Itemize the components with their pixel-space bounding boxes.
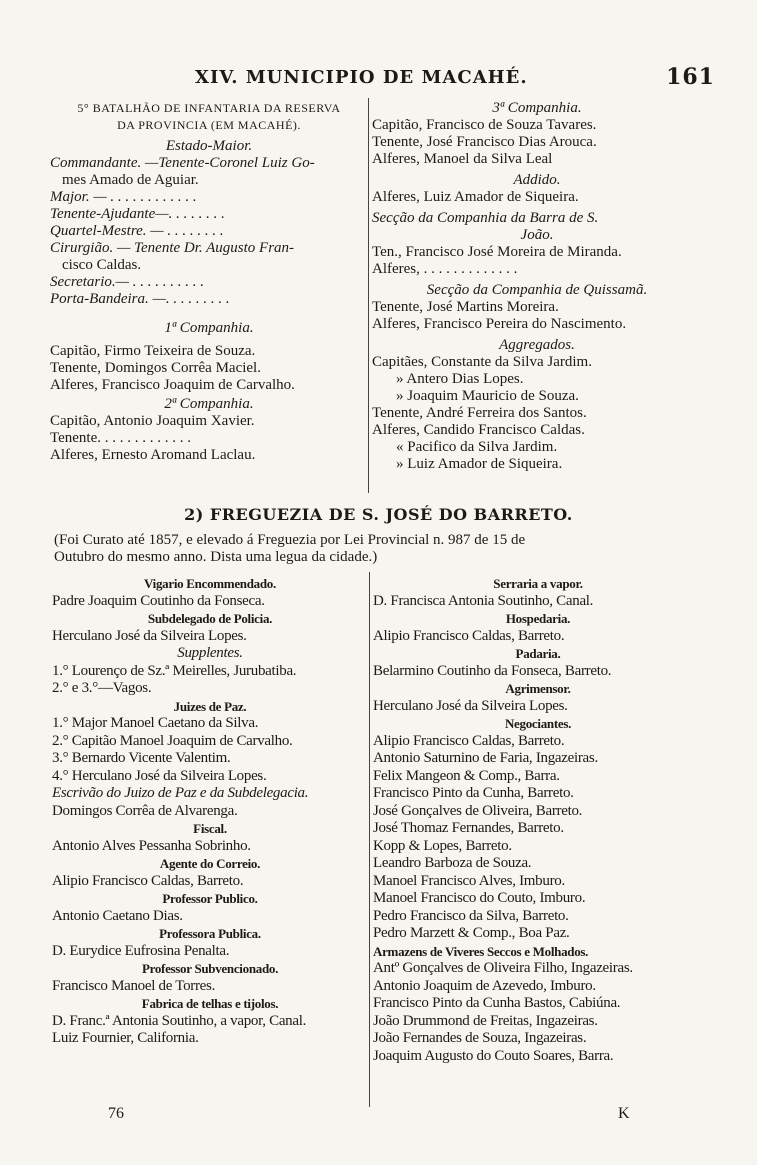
aggregados-line: » Antero Dias Lopes. (396, 371, 524, 387)
company-1-line: Capitão, Firmo Teixeira de Souza. (50, 343, 256, 359)
entry-line: Domingos Corrêa de Alvarenga. (52, 802, 238, 819)
entry-heading: Negociantes. (504, 716, 572, 731)
battalion-column (50, 100, 368, 464)
entry-heading: Fiscal. (193, 821, 227, 836)
entry-heading: Armazens de Viveres Seccos e Molhados. (373, 943, 589, 959)
entry-line: D. Francisca Antonia Soutinho, Canal. (373, 592, 594, 609)
entry-heading: Padaria. (515, 646, 561, 661)
entry-line: Padre Joaquim Coutinho da Fonseca. (52, 592, 265, 609)
entry-heading: Agrimensor. (505, 681, 571, 696)
company-2-heading: 2ª Companhia. (164, 396, 254, 412)
entry-line: José Gonçalves de Oliveira, Barreto. (373, 802, 583, 819)
entry-line: Pedro Francisco da Silva, Barreto. (373, 907, 569, 924)
entry-line: Belarmino Coutinho da Fonseca, Barreto. (373, 662, 612, 679)
quissama-section-heading: Secção da Companhia de Quissamã. (426, 282, 648, 298)
entry-heading: Fabrica de telhas e tijolos. (141, 996, 279, 1011)
barra-line: Ten., Francisco José Moreira de Miranda. (372, 244, 622, 260)
staff-line: Quartel-Mestre. — . . . . . . . . (50, 223, 224, 239)
companies-column (372, 100, 702, 473)
aggregados-line: Tenente, André Ferreira dos Santos. (372, 405, 587, 421)
addido-heading: Addido. (513, 172, 561, 188)
entry-subheading: Supplentes. (177, 645, 243, 661)
entry-line: Herculano José da Silveira Lopes. (373, 697, 568, 714)
company-2-line: Capitão, Antonio Joaquim Xavier. (50, 413, 255, 429)
battalion-title: 5° BATALHÃO DE INFANTARIA DA RESERVA (77, 101, 341, 115)
company-1-line: Tenente, Domingos Corrêa Maciel. (50, 360, 261, 376)
intro-line: (Foi Curato até 1857, e elevado á Freguezia por Lei Provincial n. 987 de 15 de (54, 532, 526, 548)
entry-line: 1.° Major Manoel Caetano da Silva. (52, 715, 259, 731)
aggregados-line: Capitães, Constante da Silva Jardim. (372, 354, 592, 370)
entry-line: Leandro Barboza de Souza. (373, 855, 532, 871)
estado-maior-heading: Estado-Maior. (165, 138, 253, 154)
signature-number: 76 (108, 1105, 124, 1122)
entry-line: 2.° e 3.°—Vagos. (52, 680, 152, 696)
entry-heading: Hospedaria. (505, 611, 571, 626)
staff-line: Tenente-Ajudante—. . . . . . . . (50, 206, 225, 222)
company-3-line: Alferes, Manoel da Silva Leal (372, 151, 553, 167)
entry-line: 2.° Capitão Manoel Joaquim de Carvalho. (52, 732, 293, 749)
addido-line: Alferes, Luiz Amador de Siqueira. (372, 189, 579, 205)
aggregados-line: Alferes, Candido Francisco Caldas. (372, 422, 585, 438)
entry-line: Antº Gonçalves de Oliveira Filho, Ingazeiras. (373, 960, 633, 976)
entry-heading: Professor Publico. (162, 891, 258, 906)
section-title: 2) FREGUEZIA DE S. JOSÉ DO BARRETO. (184, 505, 573, 524)
column-divider-bottom (369, 572, 370, 1107)
entry-heading: Agente do Correio. (159, 856, 261, 871)
entry-heading: Professora Publica. (159, 926, 261, 941)
entry-line: José Thomaz Fernandes, Barreto. (373, 820, 564, 836)
staff-line: Secretario.— . . . . . . . . . . (50, 274, 205, 290)
header-title: XIV. MUNICIPIO DE MACAHÉ. (195, 66, 528, 88)
entry-heading: Juizes de Paz. (173, 698, 247, 714)
entry-line: Manoel Francisco do Couto, Imburo. (373, 890, 586, 906)
company-2-line: Tenente. . . . . . . . . . . . . (50, 430, 192, 446)
entry-line: Alipio Francisco Caldas, Barreto. (373, 732, 565, 749)
column-divider-top (368, 98, 369, 493)
staff-line: Cirurgião. — Tenente Dr. Augusto Fran- (50, 240, 295, 256)
aggregados-line: » Luiz Amador de Siqueira. (396, 456, 563, 472)
entry-line: Alipio Francisco Caldas, Barreto. (52, 872, 244, 889)
entry-line: Luiz Fournier, California. (52, 1030, 199, 1046)
company-1-line: Alferes, Francisco Joaquim de Carvalho. (50, 377, 295, 393)
aggregados-heading: Aggregados. (499, 337, 575, 353)
barra-line: Alferes, . . . . . . . . . . . . . (372, 261, 518, 277)
staff-line: Commandante. —Tenente-Coronel Luiz Go- (50, 155, 315, 171)
signature-letter: K (618, 1105, 630, 1122)
entry-line: 1.° Lourenço de Sz.ª Meirelles, Jurubatiba. (52, 662, 297, 679)
company-3-heading: 3ª Companhia. (492, 100, 582, 116)
entry-line: Francisco Pinto da Cunha Bastos, Cabiúna. (373, 995, 621, 1011)
section-intro (54, 532, 694, 566)
entry-heading: Vigario Encommendado. (144, 576, 276, 591)
entry-line: João Fernandes de Souza, Ingazeiras. (373, 1030, 587, 1046)
entry-line: Francisco Pinto da Cunha, Barreto. (373, 785, 574, 801)
company-2-line: Alferes, Ernesto Aromand Laclau. (50, 447, 256, 463)
aggregados-line: » Joaquim Mauricio de Souza. (396, 388, 579, 404)
entry-subheading: Escrivão do Juizo de Paz e da Subdelegacia. (52, 785, 309, 801)
entry-line: 3.° Bernardo Vicente Valentim. (52, 750, 231, 766)
quissama-line: Tenente, José Martins Moreira. (372, 299, 559, 315)
staff-line: Major. — . . . . . . . . . . . . (50, 189, 197, 205)
entry-line: Francisco Manoel de Torres. (52, 977, 216, 994)
entry-line: Herculano José da Silveira Lopes. (52, 627, 247, 644)
entry-heading: Serraria a vapor. (493, 576, 583, 591)
entry-line: Alipio Francisco Caldas, Barreto. (373, 627, 565, 644)
aggregados-line: « Pacifico da Silva Jardim. (396, 439, 558, 455)
quissama-line: Alferes, Francisco Pereira do Nascimento. (372, 316, 627, 332)
businesses-column (373, 575, 703, 1065)
entry-line: Antonio Joaquim de Azevedo, Imburo. (373, 977, 596, 994)
intro-line: Outubro do mesmo anno. Dista uma legua da cidade.) (54, 549, 378, 565)
running-header (195, 62, 715, 92)
entry-line: D. Eurydice Eufrosina Penalta. (52, 942, 230, 959)
company-3-line: Capitão, Francisco de Souza Tavares. (372, 117, 597, 133)
staff-line: Porta-Bandeira. —. . . . . . . . . (50, 291, 230, 307)
entry-line: D. Franc.ª Antonia Soutinho, a vapor, Canal. (52, 1012, 307, 1029)
entry-line: 4.° Herculano José da Silveira Lopes. (52, 767, 267, 784)
officials-column (52, 575, 368, 1048)
company-3-line: Tenente, José Francisco Dias Arouca. (372, 134, 597, 150)
entry-line: Pedro Marzett & Comp., Boa Paz. (373, 925, 570, 941)
entry-line: Antonio Caetano Dias. (52, 907, 183, 924)
entry-line: Antonio Alves Pessanha Sobrinho. (52, 837, 251, 854)
page-number: 161 (666, 64, 715, 90)
entry-line: Joaquim Augusto do Couto Soares, Barra. (373, 1047, 614, 1064)
entry-line: Manoel Francisco Alves, Imburo. (373, 872, 565, 889)
battalion-subtitle: DA PROVINCIA (EM MACAHÉ). (117, 118, 301, 132)
entry-line: Kopp & Lopes, Barreto. (373, 837, 512, 854)
entry-line: Antonio Saturnino de Faria, Ingazeiras. (373, 750, 598, 766)
entry-heading: Subdelegado de Policia. (147, 611, 273, 626)
staff-line: cisco Caldas. (62, 257, 142, 273)
entry-heading: Professor Subvencionado. (141, 961, 279, 976)
staff-line: mes Amado de Aguiar. (62, 172, 199, 188)
entry-line: João Drummond de Freitas, Ingazeiras. (373, 1012, 598, 1029)
entry-line: Felix Mangeon & Comp., Barra. (373, 767, 560, 784)
company-1-heading: 1ª Companhia. (164, 320, 254, 336)
barra-section-heading-cont: João. (520, 227, 554, 243)
barra-section-heading: Secção da Companhia da Barra de S. (372, 210, 599, 226)
